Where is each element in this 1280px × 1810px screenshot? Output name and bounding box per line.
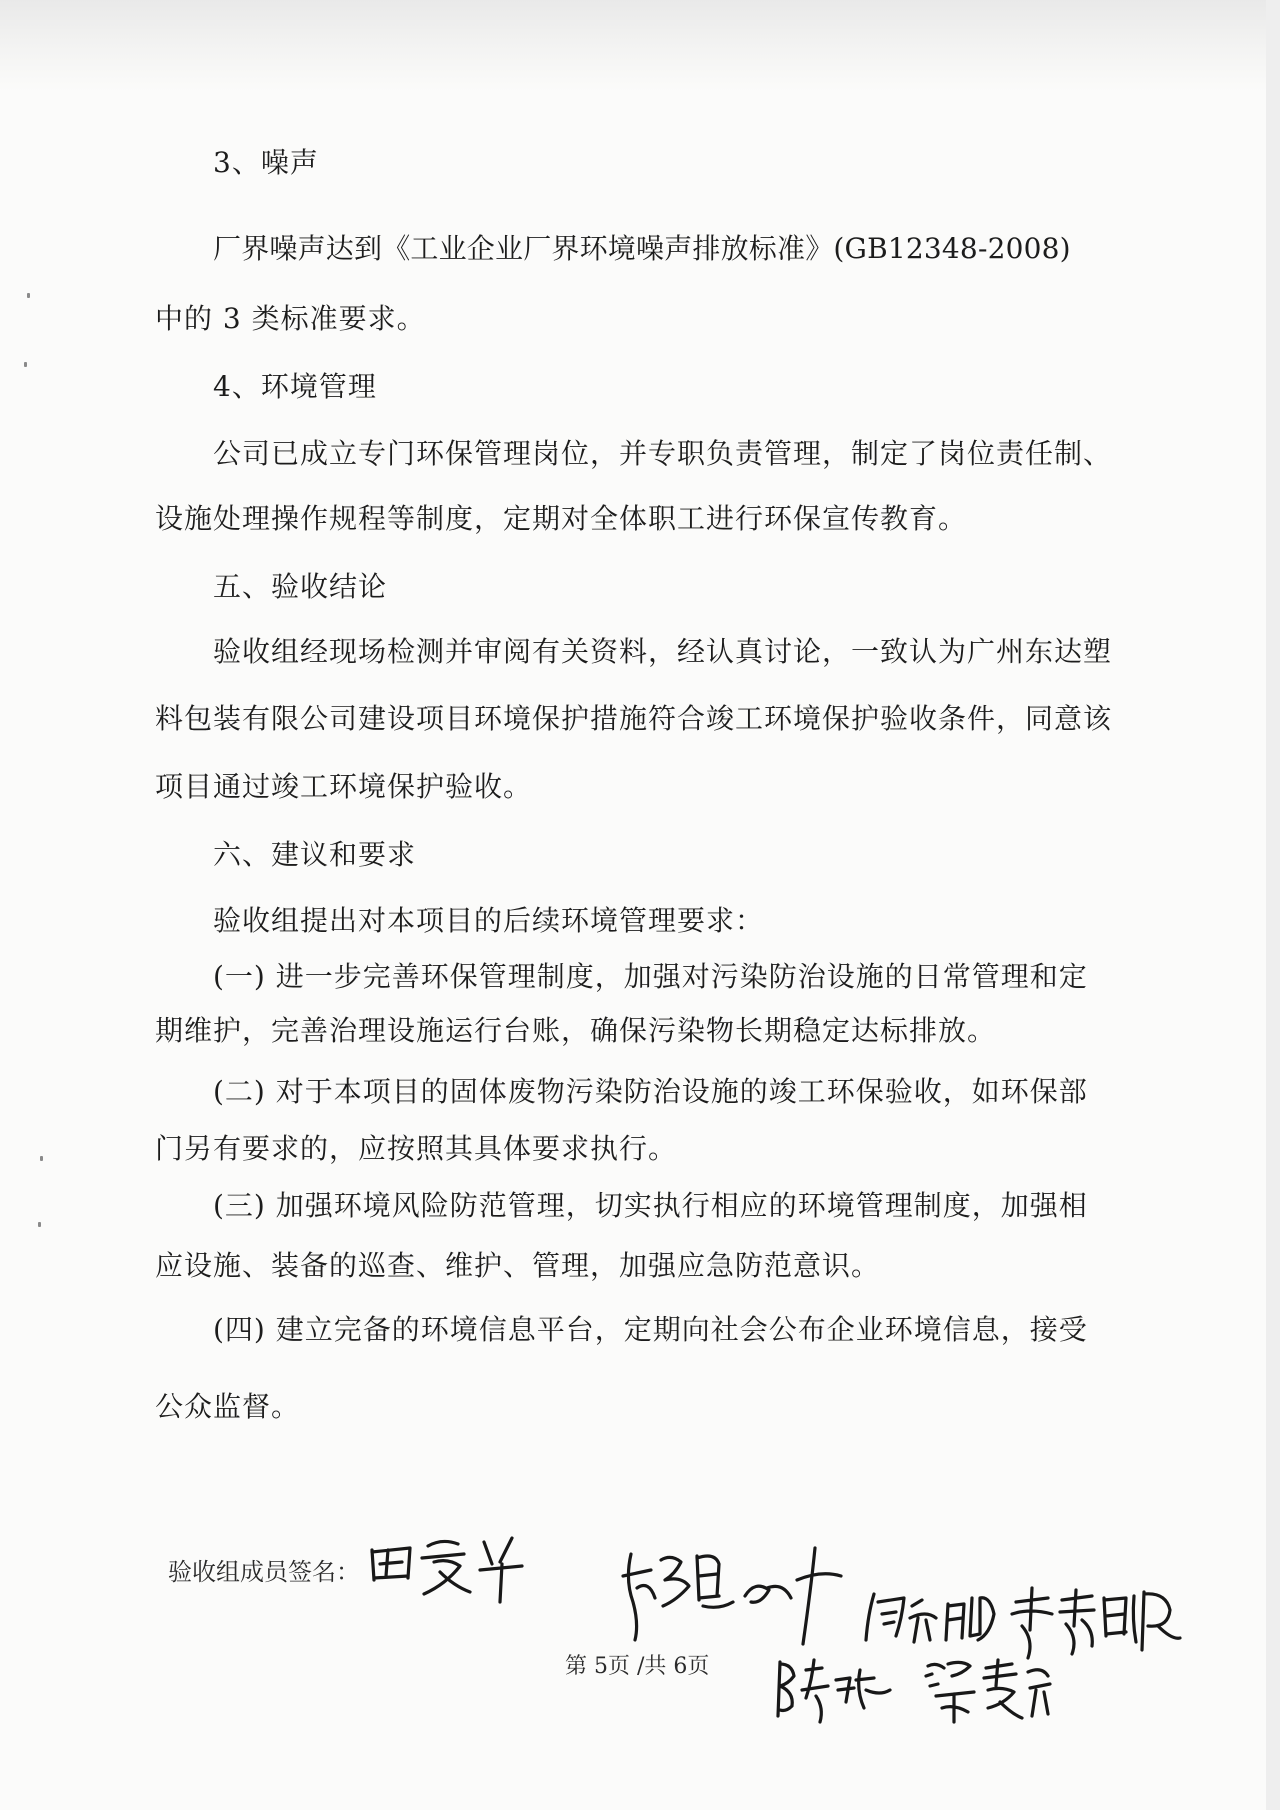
- signature-1: [362, 1528, 532, 1608]
- signature-6: [918, 1652, 1058, 1730]
- scan-speck: [24, 362, 27, 367]
- signature-2: [615, 1540, 855, 1650]
- paragraph-line: 中的 3 类标准要求。: [155, 302, 426, 335]
- paragraph-line: 验收组经现场检测并审阅有关资料，经认真讨论，一致认为广州东达塑: [213, 635, 1113, 668]
- paragraph-line: 公司已成立专门环保管理岗位，并专职负责管理，制定了岗位责任制、: [213, 437, 1113, 470]
- scan-shadow-right: [1266, 0, 1280, 1810]
- paragraph-line: 设施处理操作规程等制度，定期对全体职工进行环保宣传教育。: [155, 502, 968, 535]
- paragraph-line: 应设施、装备的巡查、维护、管理，加强应急防范意识。: [155, 1249, 881, 1282]
- heading-environment-management: 4、环境管理: [213, 370, 377, 403]
- scan-shadow-top: [0, 0, 1280, 92]
- heading-acceptance-conclusion: 五、验收结论: [213, 570, 388, 603]
- list-item-2: (二) 对于本项目的固体废物污染防治设施的竣工环保验收，如环保部: [213, 1075, 1088, 1108]
- heading-noise: 3、噪声: [213, 146, 319, 179]
- list-item-1: (一) 进一步完善环保管理制度，加强对污染防治设施的日常管理和定: [213, 960, 1088, 993]
- signature-label: 验收组成员签名：: [168, 1558, 360, 1586]
- paragraph-line: 项目通过竣工环境保护验收。: [155, 770, 533, 803]
- paragraph-line: 料包装有限公司建设项目环境保护措施符合竣工环境保护验收条件，同意该: [155, 702, 1113, 735]
- paragraph-line: 公众监督。: [155, 1390, 301, 1423]
- scan-speck: [38, 1222, 41, 1227]
- signature-5: [772, 1650, 902, 1730]
- paragraph-line: 厂界噪声达到《工业企业厂界环境噪声排放标准》(GB12348-2008): [213, 232, 1071, 265]
- signature-3: [860, 1584, 1010, 1654]
- list-item-3: (三) 加强环境风险防范管理，切实执行相应的环境管理制度，加强相: [213, 1189, 1088, 1222]
- page-number-footer: 第 5页 /共 6页: [565, 1654, 710, 1679]
- list-item-4: (四) 建立完备的环境信息平台，定期向社会公布企业环境信息，接受: [213, 1313, 1088, 1346]
- paragraph-line: 门另有要求的，应按照其具体要求执行。: [155, 1132, 678, 1165]
- paragraph-line: 验收组提出对本项目的后续环境管理要求：: [213, 904, 765, 937]
- scan-speck: [40, 1156, 43, 1161]
- heading-suggestions-requirements: 六、建议和要求: [213, 838, 417, 871]
- scan-speck: [27, 293, 30, 298]
- paragraph-line: 期维护，完善治理设施运行台账，确保污染物长期稳定达标排放。: [155, 1014, 997, 1047]
